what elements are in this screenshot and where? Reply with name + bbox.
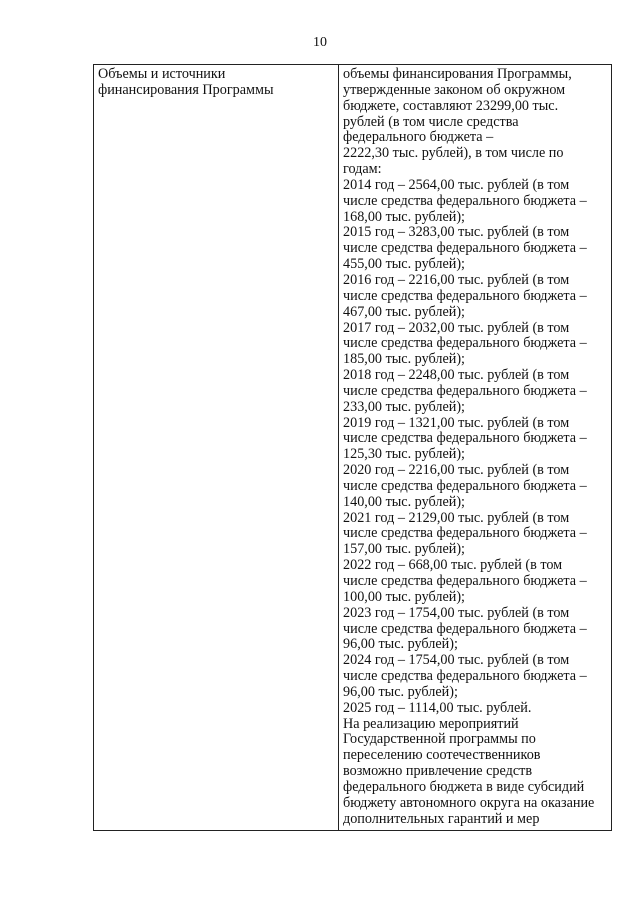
description-text-line: переселению соотечественников [343, 747, 541, 764]
description-text-line: 455,00 тыс. рублей); [343, 256, 465, 273]
description-text-line: 2016 год – 2216,00 тыс. рублей (в том [343, 271, 570, 288]
description-text-line: На реализацию мероприятий [343, 715, 519, 732]
description-text-line: федерального бюджета – [343, 129, 494, 146]
description-text-line: 185,00 тыс. рублей); [343, 351, 465, 368]
description-text-line: дополнительных гарантий и мер [343, 810, 540, 827]
description-text-line: 233,00 тыс. рублей); [343, 398, 465, 415]
description-text-line: бюджету автономного округа на оказание [343, 794, 595, 811]
description-text-line: 2015 год – 3283,00 тыс. рублей (в том [343, 224, 570, 241]
description-text-line: 2017 год – 2032,00 тыс. рублей (в том [343, 319, 570, 336]
description-text-line: 2014 год – 2564,00 тыс. рублей (в том [343, 176, 570, 193]
description-text-line: числе средства федерального бюджета – [343, 240, 587, 257]
financing-table [93, 64, 612, 831]
description-text-line: возможно привлечение средств [343, 763, 533, 780]
description-text-line: 2021 год – 2129,00 тыс. рублей (в том [343, 509, 570, 526]
description-text-line: числе средства федерального бюджета – [343, 668, 587, 685]
description-text-line: 2024 год – 1754,00 тыс. рублей (в том [343, 652, 570, 669]
description-text-line: 2222,30 тыс. рублей), в том числе по [343, 145, 564, 162]
page-number: 10 [313, 35, 327, 50]
description-text-line: числе средства федерального бюджета – [343, 430, 587, 447]
description-text-line: 96,00 тыс. рублей); [343, 683, 458, 700]
table-row [94, 65, 612, 831]
description-text-line: числе средства федерального бюджета – [343, 192, 587, 209]
description-text-line: 168,00 тыс. рублей); [343, 208, 465, 225]
description-text-line: объемы финансирования Программы, [343, 66, 572, 82]
financing-description [343, 67, 608, 828]
description-text-line: 2023 год – 1754,00 тыс. рублей (в том [343, 604, 570, 621]
description-text-line: бюджете, составляют 23299,00 тыс. [343, 97, 559, 114]
financing-label-cell [94, 65, 339, 831]
description-text-line: 125,30 тыс. рублей); [343, 446, 465, 463]
description-text-line: числе средства федерального бюджета – [343, 525, 587, 542]
description-text-line: числе средства федерального бюджета – [343, 382, 587, 399]
description-text-line: числе средства федерального бюджета – [343, 335, 587, 352]
description-text-line: числе средства федерального бюджета – [343, 620, 587, 637]
financing-label [98, 67, 335, 99]
description-text-line: числе средства федерального бюджета – [343, 477, 587, 494]
description-text-line: 100,00 тыс. рублей); [343, 588, 465, 605]
description-text-line: Государственной программы по [343, 731, 536, 748]
description-text-line: рублей (в том числе средства [343, 113, 519, 130]
description-text-line: 2022 год – 668,00 тыс. рублей (в том [343, 557, 563, 574]
description-text-line: 96,00 тыс. рублей); [343, 636, 458, 653]
description-text-line: 2020 год – 2216,00 тыс. рублей (в том [343, 462, 570, 479]
description-text-line: 2018 год – 2248,00 тыс. рублей (в том [343, 367, 570, 384]
description-text-line: 2025 год – 1114,00 тыс. рублей. [343, 699, 532, 716]
description-text-line: годам: [343, 161, 382, 178]
label-text-line: финансирования Программы [98, 81, 274, 98]
description-text-line: 467,00 тыс. рублей); [343, 303, 465, 320]
description-text-line: 140,00 тыс. рублей); [343, 493, 465, 510]
description-text-line: 157,00 тыс. рублей); [343, 541, 465, 558]
label-text-line: Объемы и источники [98, 66, 226, 82]
description-text-line: утвержденные законом об окружном [343, 81, 566, 98]
financing-description-cell [339, 65, 612, 831]
description-text-line: 2019 год – 1321,00 тыс. рублей (в том [343, 414, 570, 431]
description-text-line: числе средства федерального бюджета – [343, 287, 587, 304]
description-text-line: числе средства федерального бюджета – [343, 573, 587, 589]
description-text-line: федерального бюджета в виде субсидий [343, 778, 585, 795]
